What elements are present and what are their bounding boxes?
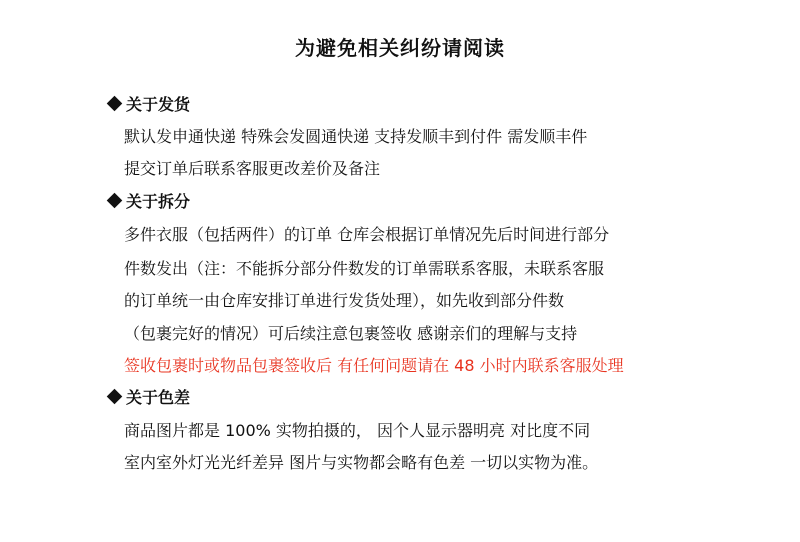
text-line: 室内室外灯光光纤差异 图片与实物都会略有色差 一切以实物为准。 xyxy=(124,453,599,472)
text-line: 提交订单后联系客服更改差价及备注 xyxy=(124,159,381,178)
section-heading-color-difference xyxy=(107,385,190,408)
text-line: 的订单统一由仓库安排订单进行发货处理），如先收到部分件数 xyxy=(124,291,565,310)
section-heading-splitting xyxy=(107,189,190,212)
text-line: 默认发申通快递 特殊会发圆通快递 支持发顺丰到付件 需发顺丰件 xyxy=(124,127,588,146)
section-heading-label: 关于拆分 xyxy=(126,192,191,211)
text-line: （包裹完好的情况）可后续注意包裹签收 感谢亲们的理解与支持 xyxy=(124,324,578,343)
diamond-bullet-icon xyxy=(107,389,123,405)
warning-text: 签收包裹时或物品包裹签收后 有任何问题请在 48 小时内联系客服处理 xyxy=(124,356,624,375)
section-heading-shipping xyxy=(107,92,190,115)
text-line: 多件衣服（包括两件）的订单 仓库会根据订单情况先后时间进行部分 xyxy=(124,225,610,244)
diamond-bullet-icon xyxy=(107,193,123,209)
page-title: 为避免相关纠纷请阅读 xyxy=(295,36,505,60)
section-heading-label: 关于发货 xyxy=(126,95,191,114)
diamond-bullet-icon xyxy=(107,96,123,112)
section-heading-label: 关于色差 xyxy=(126,388,191,407)
text-line: 商品图片都是 100% 实物拍摄的， 因个人显示器明亮 对比度不同 xyxy=(124,421,591,440)
text-line: 件数发出（注：不能拆分部分件数发的订单需联系客服，未联系客服 xyxy=(124,259,605,278)
